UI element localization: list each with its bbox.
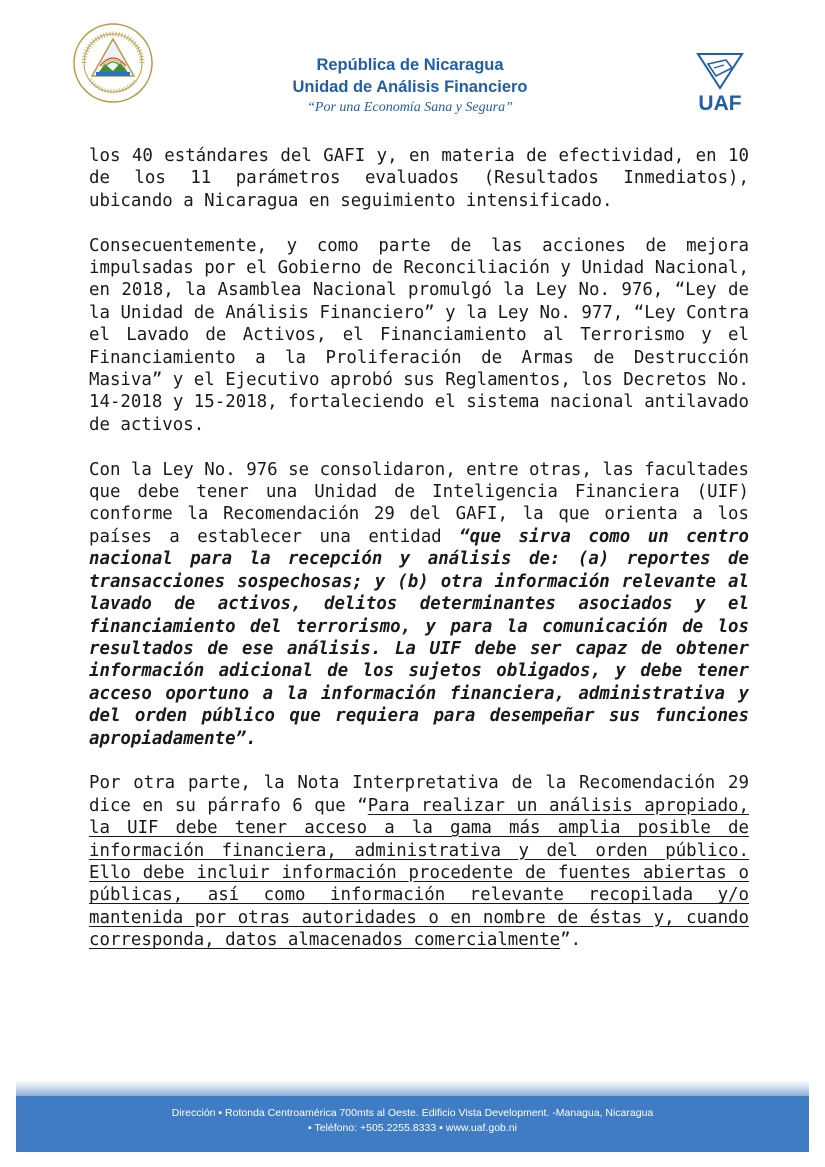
footer-contact: ▪ Teléfono: +505.2255.8333 ▪ www.uaf.gob.ni [308, 1122, 517, 1134]
header-motto: “Por una Economía Sana y Segura” [307, 100, 513, 115]
paragraph-3 [89, 459, 749, 750]
nicaragua-coat-of-arms-icon [72, 22, 154, 104]
page-header [0, 0, 825, 140]
header-agency: Unidad de Análisis Financiero [292, 78, 528, 96]
paragraph-1: los 40 estándares del GAFI y, en materia de efectividad, en 10 de los 11 parámetros evaluados (Resultados Inmediatos), ubicando a Nicaragua en seguimiento intensificado. [89, 146, 749, 211]
document-body [89, 145, 749, 974]
footer-address: Dirección ▪ Rotonda Centroamérica 700mts al Oeste. Edificio Vista Development. -Managua, Nicaragua [171, 1107, 654, 1119]
paragraph-4-underlined-quote: Para realizar un análisis apropiado, la UIF debe tener acceso a la gama más amplia posible de información financiera, administrativa y del orden público. Ello debe incluir información procedente de fuentes abiertas o públicas, así como información relevante recopilada y/o mantenida por otras autoridades o en nombre de éstas y, cuando corresponda, datos almacenados comercialmente [89, 795, 749, 951]
footer-bar [16, 1096, 809, 1152]
header-country: República de Nicaragua [316, 56, 504, 74]
page-footer [16, 1080, 809, 1152]
paragraph-4-text: Por otra parte, la Nota Interpretativa de la Recomendación 29 dice en su párrafo 6 que “ [89, 773, 749, 816]
header-title-block [230, 54, 590, 118]
paragraph-4 [89, 772, 749, 951]
paragraph-2: Consecuentemente, y como parte de las acciones de mejora impulsadas por el Gobierno de Reconciliación y Unidad Nacional, en 2018, la Asamblea Nacional promulgó la Ley No. 976, “Ley de la Unidad de Análisis Financiero” y la Ley No. 977, “Ley Contra el Lavado de Activos, el Financiamiento al Terrorismo y el Financiamiento a la Proliferación de Armas de Destrucción Masiva” y el Ejecutivo aprobó sus Reglamentos, los Decretos No. 14-2018 y 15-2018, fortaleciendo el sistema nacional antilavado de activos. [89, 235, 749, 435]
paragraph-3-quote: “que sirva como un centro nacional para la recepción y análisis de: (a) reportes de transacciones sospechosas; y (b) otra información relevante al lavado de activos, delitos determinantes asociados y el financiamiento del terrorismo, y para la comunicación de los resultados de ese análisis. La UIF debe ser capaz de obtener información adicional de los sujetos obligados, y debe tener acceso oportuno a la información financiera, administrativa y del orden público que requiera para desempeñar sus funciones apropiadamente”. [89, 526, 749, 749]
uaf-logo-text: UAF [698, 92, 742, 114]
paragraph-3-text: Con la Ley No. 976 se consolidaron, entre otras, las facultades que debe tener una Unidad de Inteligencia Financiera (UIF) conforme la Recomendación 29 del GAFI, la que orienta a los países a establecer una entidad [89, 459, 749, 547]
footer-gradient [16, 1080, 809, 1096]
uaf-logo [680, 50, 760, 114]
paragraph-4-end: ”. [560, 930, 582, 951]
